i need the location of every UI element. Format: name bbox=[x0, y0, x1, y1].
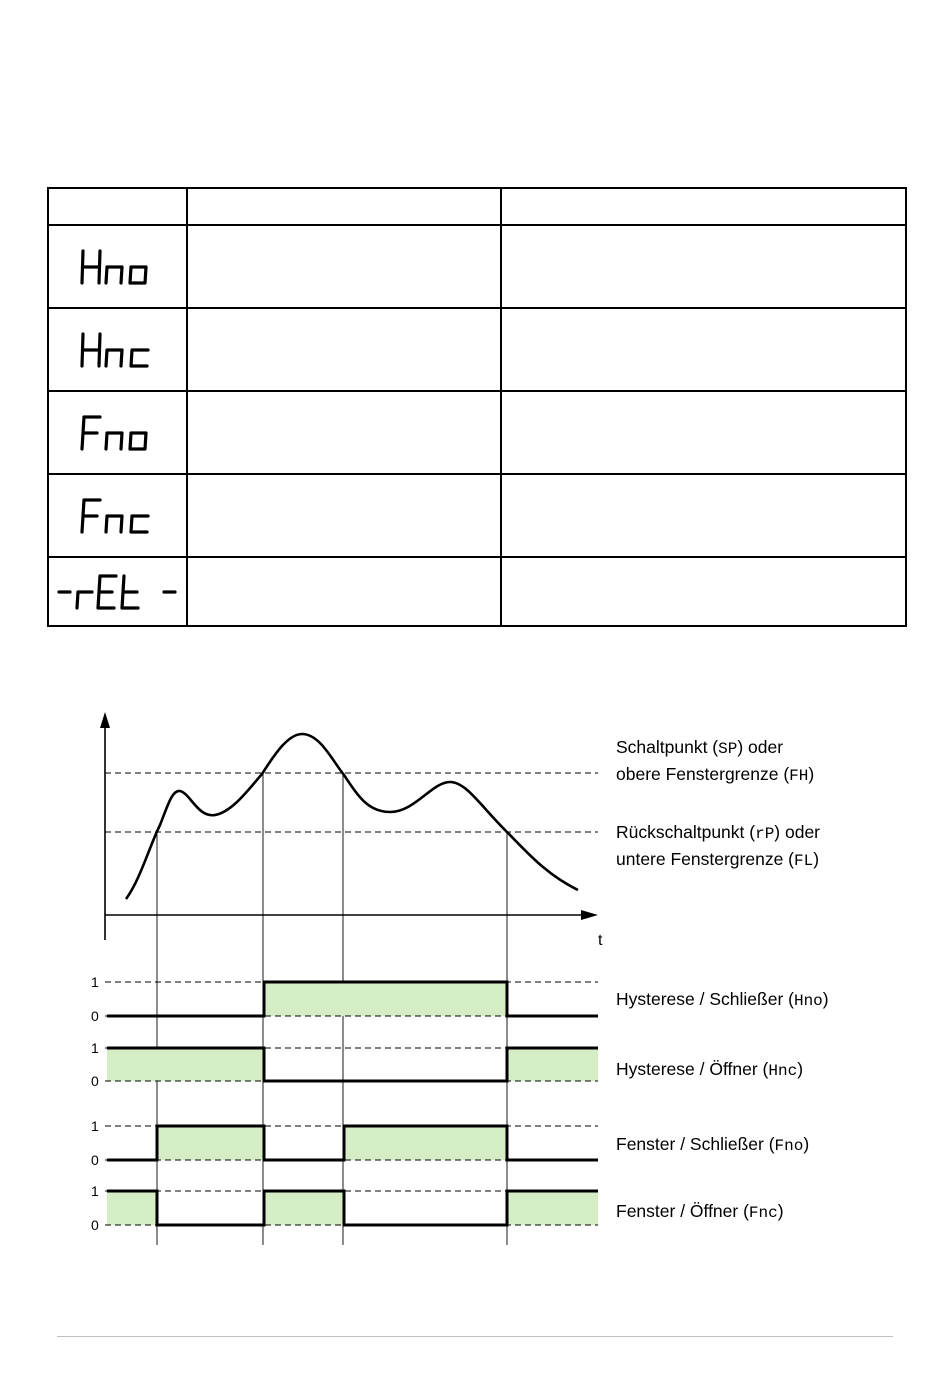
time-axis-label: t bbox=[598, 932, 603, 949]
signal-track-hnc bbox=[91, 1040, 598, 1089]
signal-high-fill bbox=[107, 1191, 157, 1225]
logic-high-label: 1 bbox=[91, 1118, 99, 1134]
signal-track-hno bbox=[91, 974, 598, 1024]
lower-threshold-line2: untere Fenstergrenze (FL) bbox=[616, 849, 820, 870]
logic-high-label: 1 bbox=[91, 974, 99, 990]
upper-threshold-line2: obere Fenstergrenze (FH) bbox=[616, 764, 815, 785]
lower-threshold-line1: Rückschaltpunkt (rP) oder bbox=[616, 822, 821, 843]
signal-label-fno: Fenster / Schließer (Fno) bbox=[616, 1134, 810, 1155]
signal-track-fnc bbox=[91, 1183, 598, 1233]
footer-divider bbox=[57, 1336, 893, 1337]
signal-label-hno: Hysterese / Schließer (Hno) bbox=[616, 989, 829, 1010]
signal-high-fill bbox=[264, 982, 507, 1016]
signal-label-fnc: Fenster / Öffner (Fnc) bbox=[616, 1201, 784, 1222]
signal-high-fill bbox=[344, 1126, 507, 1160]
signal-high-fill bbox=[507, 1048, 598, 1081]
signal-label-hnc: Hysterese / Öffner (Hnc) bbox=[616, 1059, 804, 1080]
signal-high-fill bbox=[507, 1191, 598, 1225]
signal-high-fill bbox=[107, 1048, 264, 1081]
y-axis-arrow-icon bbox=[100, 712, 110, 728]
logic-high-label: 1 bbox=[91, 1040, 99, 1056]
logic-low-label: 0 bbox=[91, 1217, 99, 1233]
signal-high-fill bbox=[157, 1126, 264, 1160]
upper-threshold-line1: Schaltpunkt (SP) oder bbox=[616, 737, 784, 758]
logic-low-label: 0 bbox=[91, 1152, 99, 1168]
logic-low-label: 0 bbox=[91, 1073, 99, 1089]
logic-low-label: 0 bbox=[91, 1008, 99, 1024]
measured-value-curve bbox=[126, 734, 578, 899]
upper-threshold-label bbox=[616, 735, 814, 789]
logic-high-label: 1 bbox=[91, 1183, 99, 1199]
signal-high-fill bbox=[264, 1191, 344, 1225]
signal-track-fno bbox=[91, 1118, 598, 1168]
x-axis-arrow-icon bbox=[581, 910, 598, 920]
lower-threshold-label bbox=[616, 820, 820, 874]
